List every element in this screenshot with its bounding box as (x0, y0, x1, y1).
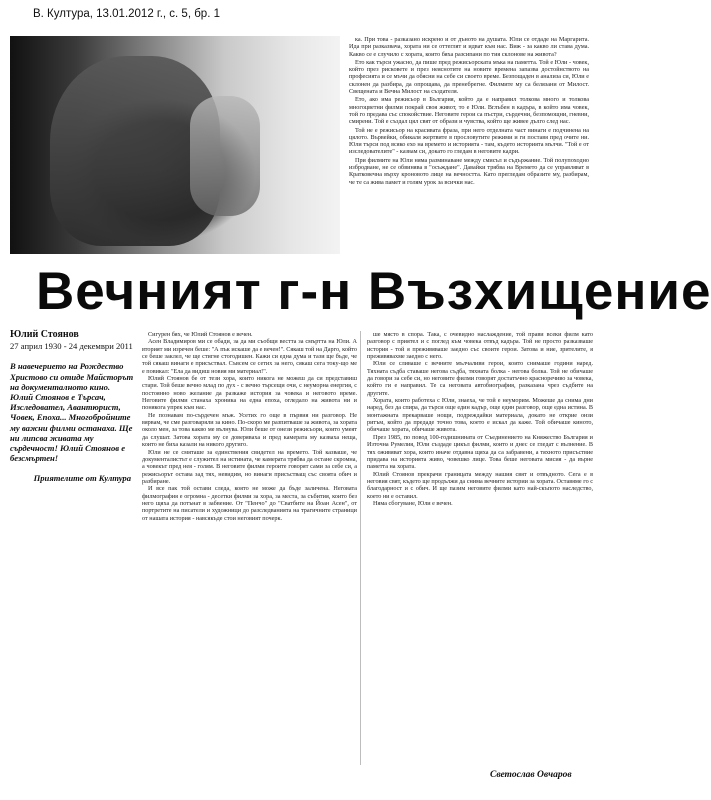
paragraph: Хората, които работеха с Юли, знаеха, че той е неуморим. Можеше да снима дни наред, без да спира, да търси още един кадър, още един разговор, още една истина. В монтажната прекарваше нощи, подреждайки материала, докато не открие онзи ритъм, който да предаде точно това, което е искал да каже. Той обичаше киното, обичаше хората, обичаше живота. (367, 397, 593, 434)
paragraph: Юли се сливаше с вечните мълчаливи герои, които снимаше години наред. Тяхната съдба ставаше негова съдба, тяхната болка - негова болка. Той не обичаше да говори за себе си, но неговите филми говорят достатъчно красноречиво за човека, който ги е направил. Те са неговата автобиография, разказана чрез съдбите на другите. (367, 360, 593, 397)
paragraph: ше място в спора. Така, с очевидно наслаждение, той прави всеки филм като разговор с приятел и с поглед към човека отвъд кадъра. Той не просто разказваше история - той я преживяваше заедно със своите герои. Затова и ние, зрителите, я преживявахме заедно с него. (367, 331, 593, 361)
paragraph: Няма сбогуване, Юли е вечен. (373, 499, 453, 507)
article-title: Вечният г-н Възхищение (36, 262, 711, 321)
obituary-sidebar (10, 330, 135, 484)
paragraph: Ето как търси ужасно, да пише пред режисьорската мъка на паметта. Той е Юли - човек, който през рисковете и през неяснотите на новите времена запазва достойнството на професията и се мъчи да обясни на себе си своето време. Безпощаден в анализа си, Юли е склонен да разбира, да опрощава, да пренебрегне. Филмите му са белязани от Милост. Свещената и Вечна Милост на създателя. (349, 58, 589, 96)
paragraph: Юлий Стоянов прекрачи границата между нашия свят и отвъдното. Сега е в неговия свят, където ще продължи да снима вечните истории за хората. Оставяме го с благодарност и с обич. И ще пазим неговите филми като най-скъпото наследство, което ни е оставил. (367, 470, 593, 500)
paragraph: Той не е режисьор на красивата фраза, при него отделната част винаги е подчинена на цялото. Вървейки, обикаля жертвите в прословутите режими и ги поставя пред очите ни. Юли търси под всяко ехо на времето и историята - там, където историята мълчи. "Той е от изследователите" - казвам си, докато го гледам в неговите кадри. (349, 126, 589, 156)
column-divider (360, 331, 361, 765)
paragraph: През 1985, по повод 100-годишнината от Съединението на Княжество България и Източна Румелия, Юли създаде цикъл филми, които и днес се гледат с вълнение. В тях оживяват хора, които иначе отдавна щяха да са забравени, а тяхното присъствие придава на историята живо, човешко лице. Това беше неговата мисия - да върне паметта на хората. (367, 433, 593, 471)
article-column-2 (142, 331, 357, 765)
paragraph: Сигурен бях, че Юлий Стоянов е вечен. (148, 331, 253, 338)
paragraph: И все пак той остави следа, която не може да бъде заличена. Неговата филмография е огромна - десетки филми за хора, за места, за събития, които без него щяха да потънат в забвение. От "Пенчо" до "Сватбите на Йоан Асен", от портретите на писатели и художници до разследванията на трагичните страници от нашата история - навсякъде стои неговият почерк. (142, 485, 357, 522)
right-column-text (349, 36, 589, 264)
paragraph: ка. При това - разказано искрено и от дъното на душата. Юли се отдаде на Маргарита. Ида при разказвача, хората ни се оттеглят и идват към нас. Виж - за какво ли става дума. Какво се е случило с хората, които бяха разсипани по тия склонове на живота? (349, 36, 589, 58)
author-signature: Светослав Овчаров (490, 770, 572, 780)
portrait-photo (10, 36, 340, 254)
paragraph: Юли не се смяташе за единствения свидетел на времето. Той казваше, че документалистът е служител на истината, че камерата трябва да остане скромна, а човекът пред нея - голям. В неговите филми героите говорят сами за себе си, а режисьорът остава зад тях, невидим, но винаги присъстващ със своята обич и разбиране. (142, 448, 357, 485)
photo-hand (190, 96, 260, 216)
life-dates: 27 април 1930 - 24 декември 2011 (10, 341, 133, 352)
paragraph: Не познавам по-сърдечен мъж. Усетих го още в първия ни разговор. Не вярвам, че сме разговаряли за кино. По-скоро ме разпитваше за живота, за хората около мен, за това какво ме вълнува. Юли беше от онези режисьори, които умеят да слушат. Затова хората му се доверяваха и пред камерата му казваха неща, които не биха казали на никого другиго. (142, 411, 357, 449)
source-line: В. Култура, 13.01.2012 г., с. 5, бр. 1 (33, 8, 220, 20)
obituary-intro: В навечерието на Рождество Христово си отиде Майсторът на документалното кино. Юлий Стоянов е Търсач, Изследовател, Авантюрист, Човек, Епоха... Многобройните му важни филми останаха. Ще ни липсва живата му сърдечност! Юлий Стоянов е безсмъртен! (10, 361, 134, 464)
deceased-name: Юлий Стоянов (10, 329, 79, 340)
paragraph: Юлий Стоянов бе от тези хора, които никога не можеш да си представиш стари. Той беше вечно млад по дух - с вечно търсещи очи, с неуморна енергия, с постоянно ново желание да разкаже история за човека и неговото време. Неговите филми станаха хроника на една епоха, огледало на живота ни и понякога упрек към нас. (142, 375, 357, 412)
article-column-3 (367, 331, 593, 765)
paragraph: При филмите на Юли няма разминаване между смисъл и съдържание. Той полупоходно избродване, не се обвинява в "осъждане". Давайки трябва на Времето да се управляват в Кратковечна върху кроновото лице на вечността. Като прегледам образите му, разбирам, че те са жива памет и голям урок за всички нас. (349, 156, 589, 186)
obituary-signoff: Приятелите от Култура (33, 473, 131, 484)
paragraph: Ето, ако има режисьор в България, който да е направил толкова много и толкова многоцветни филми покрай своя живот, то е Юли. Вглъбен в кадъра, в който има човек, той го предава със спокойствие. Неговите герои са пъстри, сърдечни, безпомощни, гневни, смирени. Той е създал цял свят от образи и чувства, който ще живее дълго след нас. (349, 96, 589, 126)
paragraph: Асен Владимиров ми се обади, за да ми съобщи вестта за смъртта на Юли. А вторият ми изречен беше: "А пък искаше да е вечен!". Сякаш той на Дарго, който се беше заклел, че ще стигне стогодишен. Кажи си една дума и тази ще бъде, че той сякаш винаги е присъствал. Съвсем се сетих за него, сякаш сега току-що ме е повикал: "Ела да видиш новия ми материал!". (142, 338, 357, 375)
